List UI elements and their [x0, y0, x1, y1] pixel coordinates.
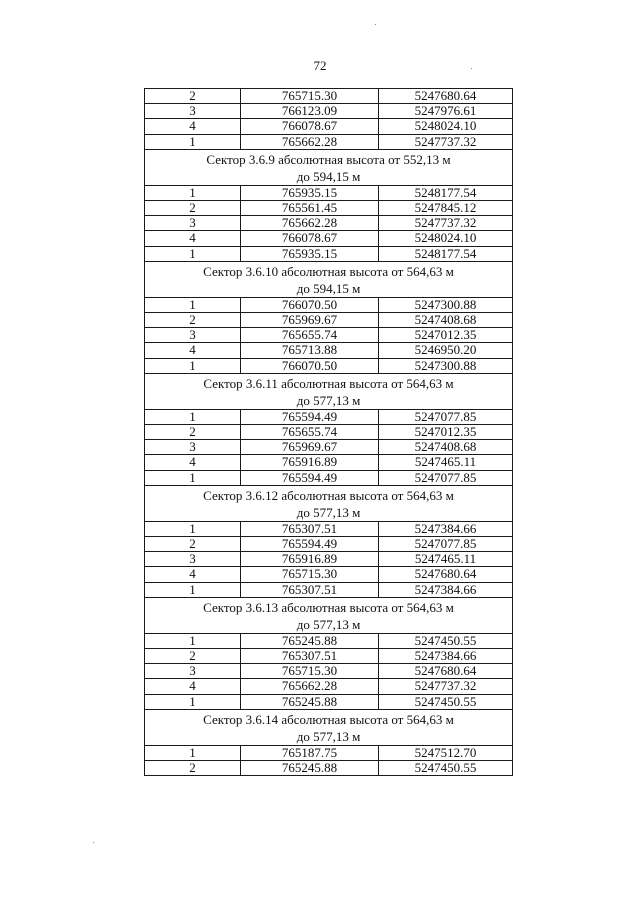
table-row: [145, 664, 513, 679]
sector-height-upper: до 577,13 м: [296, 616, 361, 632]
point-number-cell: 4: [145, 455, 241, 470]
point-number-cell: 1: [145, 409, 241, 424]
sector-title: Сектор 3.6.11 абсолютная высота от 564,63 м: [203, 375, 454, 391]
table-row: [145, 440, 513, 455]
y-coordinate-cell: 5247077.85: [379, 409, 513, 424]
x-coordinate-cell: 765307.51: [241, 649, 379, 664]
point-number-cell: 1: [145, 358, 241, 373]
table-row: [145, 567, 513, 582]
sector-header-row: [145, 597, 513, 633]
point-number-cell: 3: [145, 216, 241, 231]
point-number-cell: 4: [145, 567, 241, 582]
y-coordinate-cell: 5247680.64: [379, 89, 513, 104]
y-coordinate-cell: 5246950.20: [379, 343, 513, 358]
point-number-cell: 2: [145, 201, 241, 216]
sector-header-cell: [145, 261, 513, 297]
y-coordinate-cell: 5247465.11: [379, 455, 513, 470]
table-row: [145, 343, 513, 358]
sector-header-row: [145, 709, 513, 745]
y-coordinate-cell: 5248177.54: [379, 246, 513, 261]
sector-title: Сектор 3.6.13 абсолютная высота от 564,63 м: [203, 599, 454, 615]
sector-header-cell: [145, 709, 513, 745]
table-row: [145, 119, 513, 134]
point-number-cell: 1: [145, 297, 241, 312]
scan-speck: [375, 24, 376, 25]
point-number-cell: 2: [145, 761, 241, 776]
table-row: [145, 358, 513, 373]
y-coordinate-cell: 5247384.66: [379, 649, 513, 664]
x-coordinate-cell: 765662.28: [241, 216, 379, 231]
x-coordinate-cell: 766070.50: [241, 297, 379, 312]
table-row: [145, 297, 513, 312]
point-number-cell: 1: [145, 521, 241, 536]
point-number-cell: 2: [145, 89, 241, 104]
y-coordinate-cell: 5247845.12: [379, 201, 513, 216]
point-number-cell: 1: [145, 185, 241, 200]
sector-title: Сектор 3.6.9 абсолютная высота от 552,13 м: [206, 151, 451, 167]
x-coordinate-cell: 765916.89: [241, 455, 379, 470]
sector-title: Сектор 3.6.14 абсолютная высота от 564,63 м: [203, 711, 454, 727]
x-coordinate-cell: 765561.45: [241, 201, 379, 216]
x-coordinate-cell: 766078.67: [241, 119, 379, 134]
point-number-cell: 4: [145, 679, 241, 694]
x-coordinate-cell: 765307.51: [241, 521, 379, 536]
y-coordinate-cell: 5247680.64: [379, 567, 513, 582]
table-row: [145, 745, 513, 760]
page-number: 72: [313, 58, 327, 73]
sector-header-row: [145, 373, 513, 409]
table-row: [145, 409, 513, 424]
x-coordinate-cell: 765715.30: [241, 89, 379, 104]
x-coordinate-cell: 765715.30: [241, 664, 379, 679]
table-row: [145, 89, 513, 104]
y-coordinate-cell: 5247976.61: [379, 104, 513, 119]
table-row: [145, 537, 513, 552]
y-coordinate-cell: 5247737.32: [379, 216, 513, 231]
x-coordinate-cell: 766123.09: [241, 104, 379, 119]
y-coordinate-cell: 5247077.85: [379, 537, 513, 552]
y-coordinate-cell: 5247450.55: [379, 694, 513, 709]
y-coordinate-cell: 5247300.88: [379, 297, 513, 312]
point-number-cell: 3: [145, 552, 241, 567]
point-number-cell: 3: [145, 440, 241, 455]
x-coordinate-cell: 765594.49: [241, 470, 379, 485]
point-number-cell: 4: [145, 119, 241, 134]
x-coordinate-cell: 765935.15: [241, 185, 379, 200]
scan-speck: [93, 842, 94, 843]
coordinates-table: [144, 88, 513, 776]
sector-title: Сектор 3.6.12 абсолютная высота от 564,63 м: [203, 487, 454, 503]
point-number-cell: 1: [145, 246, 241, 261]
table-row: [145, 216, 513, 231]
x-coordinate-cell: 766078.67: [241, 231, 379, 246]
x-coordinate-cell: 765655.74: [241, 328, 379, 343]
scan-speck: [471, 68, 472, 69]
point-number-cell: 4: [145, 231, 241, 246]
x-coordinate-cell: 765662.28: [241, 134, 379, 149]
y-coordinate-cell: 5247408.68: [379, 313, 513, 328]
x-coordinate-cell: 765245.88: [241, 694, 379, 709]
table-row: [145, 521, 513, 536]
y-coordinate-cell: 5247465.11: [379, 552, 513, 567]
table-row: [145, 246, 513, 261]
y-coordinate-cell: 5247450.55: [379, 633, 513, 648]
y-coordinate-cell: 5248024.10: [379, 231, 513, 246]
table-row: [145, 231, 513, 246]
table-row: [145, 582, 513, 597]
point-number-cell: 1: [145, 582, 241, 597]
table-row: [145, 633, 513, 648]
point-number-cell: 1: [145, 694, 241, 709]
table-row: [145, 134, 513, 149]
sector-title: Сектор 3.6.10 абсолютная высота от 564,63 м: [203, 263, 454, 279]
point-number-cell: 2: [145, 537, 241, 552]
table-row: [145, 185, 513, 200]
table-row: [145, 470, 513, 485]
y-coordinate-cell: 5247300.88: [379, 358, 513, 373]
point-number-cell: 3: [145, 104, 241, 119]
point-number-cell: 2: [145, 649, 241, 664]
table-row: [145, 649, 513, 664]
sector-header-cell: [145, 373, 513, 409]
table-row: [145, 552, 513, 567]
table-row: [145, 201, 513, 216]
table-row: [145, 104, 513, 119]
sector-height-upper: до 594,15 м: [296, 168, 361, 184]
table-row: [145, 679, 513, 694]
y-coordinate-cell: 5247737.32: [379, 679, 513, 694]
sector-header-cell: [145, 485, 513, 521]
table-row: [145, 455, 513, 470]
x-coordinate-cell: 765245.88: [241, 761, 379, 776]
y-coordinate-cell: 5247012.35: [379, 328, 513, 343]
y-coordinate-cell: 5247012.35: [379, 425, 513, 440]
point-number-cell: 1: [145, 134, 241, 149]
y-coordinate-cell: 5247512.70: [379, 745, 513, 760]
x-coordinate-cell: 765594.49: [241, 409, 379, 424]
y-coordinate-cell: 5248024.10: [379, 119, 513, 134]
sector-height-upper: до 577,13 м: [296, 392, 361, 408]
sector-height-upper: до 577,13 м: [296, 504, 361, 520]
coordinates-table-body: [145, 89, 513, 776]
table-row: [145, 328, 513, 343]
x-coordinate-cell: 765715.30: [241, 567, 379, 582]
table-row: [145, 425, 513, 440]
x-coordinate-cell: 766070.50: [241, 358, 379, 373]
y-coordinate-cell: 5247408.68: [379, 440, 513, 455]
point-number-cell: 4: [145, 343, 241, 358]
point-number-cell: 2: [145, 425, 241, 440]
point-number-cell: 3: [145, 664, 241, 679]
y-coordinate-cell: 5247680.64: [379, 664, 513, 679]
point-number-cell: 3: [145, 328, 241, 343]
table-row: [145, 313, 513, 328]
sector-header-row: [145, 149, 513, 185]
y-coordinate-cell: 5247384.66: [379, 582, 513, 597]
x-coordinate-cell: 765969.67: [241, 313, 379, 328]
sector-height-upper: до 594,15 м: [296, 280, 361, 296]
y-coordinate-cell: 5248177.54: [379, 185, 513, 200]
sector-header-cell: [145, 597, 513, 633]
table-row: [145, 761, 513, 776]
x-coordinate-cell: 765307.51: [241, 582, 379, 597]
x-coordinate-cell: 765594.49: [241, 537, 379, 552]
sector-header-row: [145, 485, 513, 521]
x-coordinate-cell: 765655.74: [241, 425, 379, 440]
table-row: [145, 694, 513, 709]
sector-height-upper: до 577,13 м: [296, 728, 361, 744]
point-number-cell: 1: [145, 633, 241, 648]
x-coordinate-cell: 765713.88: [241, 343, 379, 358]
y-coordinate-cell: 5247450.55: [379, 761, 513, 776]
sector-header-cell: [145, 149, 513, 185]
y-coordinate-cell: 5247384.66: [379, 521, 513, 536]
y-coordinate-cell: 5247737.32: [379, 134, 513, 149]
point-number-cell: 1: [145, 745, 241, 760]
sector-header-row: [145, 261, 513, 297]
y-coordinate-cell: 5247077.85: [379, 470, 513, 485]
point-number-cell: 2: [145, 313, 241, 328]
x-coordinate-cell: 765662.28: [241, 679, 379, 694]
x-coordinate-cell: 765935.15: [241, 246, 379, 261]
x-coordinate-cell: 765245.88: [241, 633, 379, 648]
x-coordinate-cell: 765916.89: [241, 552, 379, 567]
x-coordinate-cell: 765187.75: [241, 745, 379, 760]
point-number-cell: 1: [145, 470, 241, 485]
x-coordinate-cell: 765969.67: [241, 440, 379, 455]
